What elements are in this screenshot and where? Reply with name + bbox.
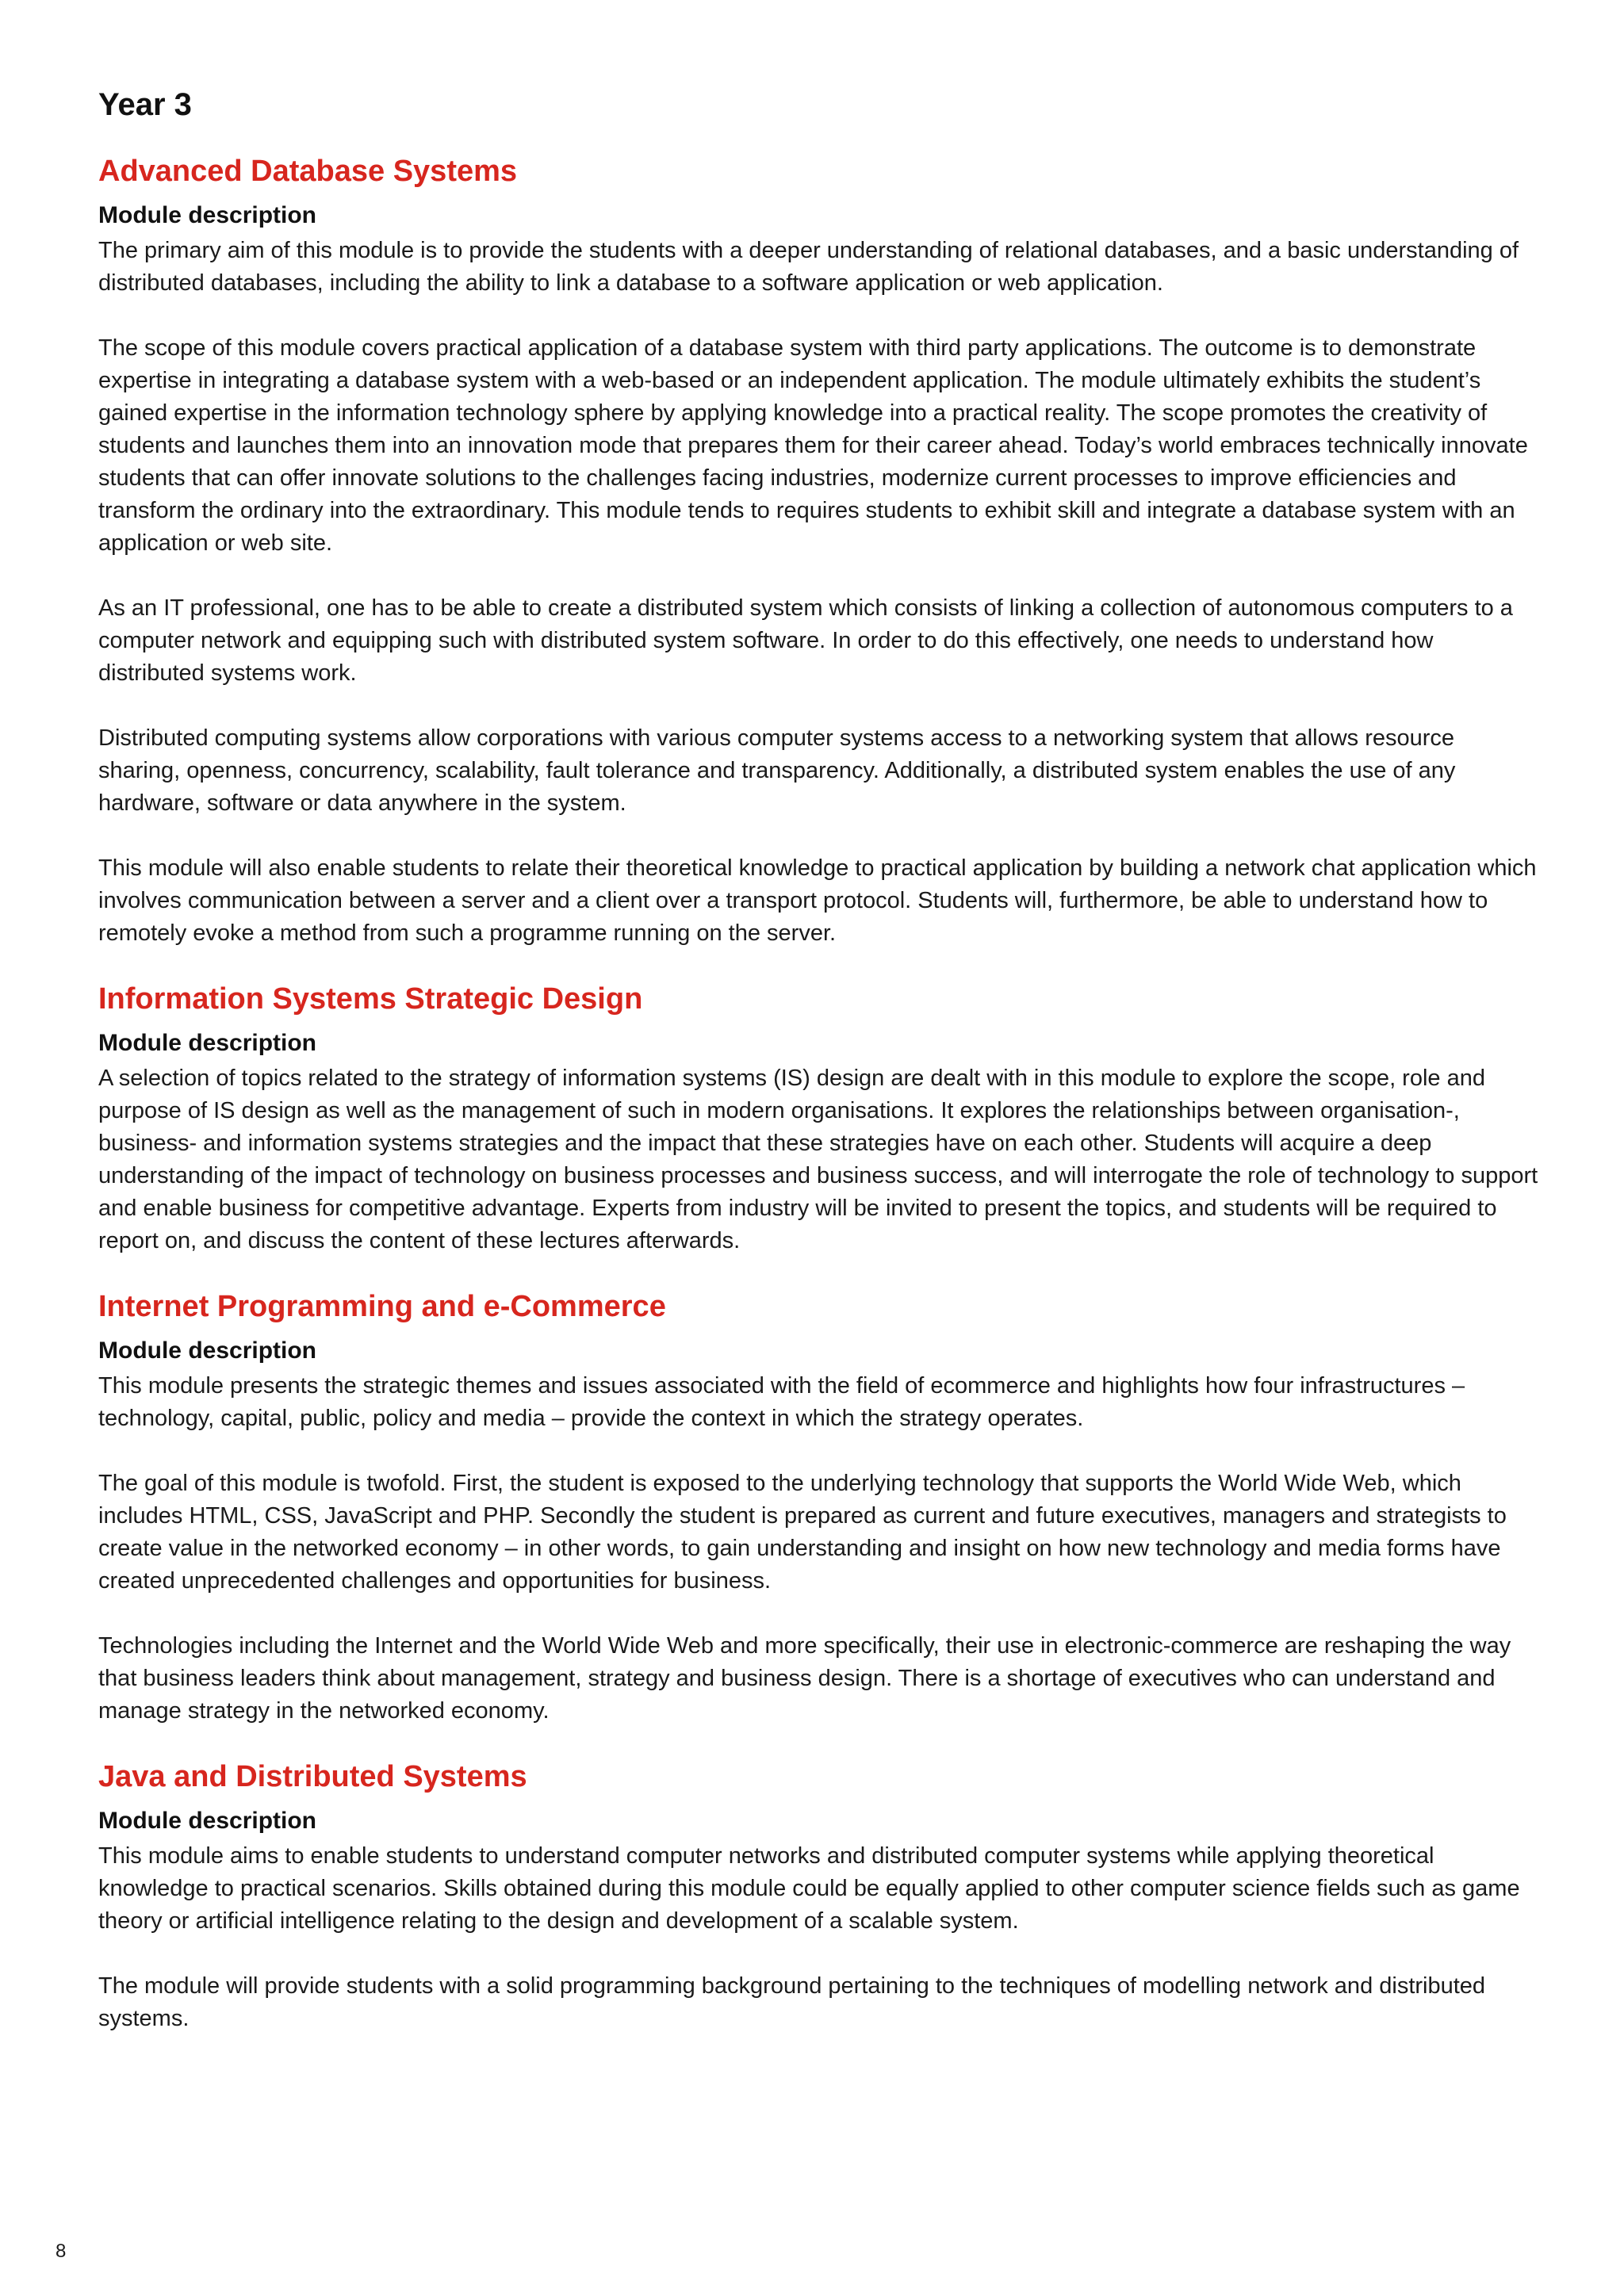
module-title: Information Systems Strategic Design xyxy=(98,982,643,1016)
module-title: Java and Distributed Systems xyxy=(98,1760,527,1794)
module-paragraph: This module will also enable students to relate their theoretical knowledge to practical application by building a network chat application which involves communication between a server and a client over a transport protocol. Students will, furthermore, be able to understand how to remotely evoke a method from such a programme running on the server. xyxy=(98,855,1537,947)
module-paragraph: The goal of this module is twofold. First, the student is exposed to the underlying technology that supports the World Wide Web, which includes HTML, CSS, JavaScript and PHP. Secondly the student is prepared as current and future executives, managers and strategists to create value in the networked economy – in other words, to gain understanding and insight on how new technology and media forms have created unprecedented challenges and opportunities for business. xyxy=(98,1471,1507,1594)
module-paragraph: A selection of topics related to the strategy of information systems (IS) design are dealt with in this module to explore the scope, role and purpose of IS design as well as the management of such in modern organisations. It explores the relationships between organisation-, business- and information systems strategies and the impact that these strategies have on each other. Students will acquire a deep understanding of the impact of technology on business processes and business success, and will interrogate the role of technology to support and enable business for competitive advantage. Experts from industry will be invited to present the topics, and students will be required to report on, and discuss the content of these lectures afterwards. xyxy=(98,1066,1538,1254)
module-paragraph: The primary aim of this module is to provide the students with a deeper understanding of relational databases, and a basic understanding of distributed databases, including the ability to link a database to a software application or web application. xyxy=(98,238,1519,297)
module-information-systems-strategic-design xyxy=(98,982,1542,1257)
page-number: 8 xyxy=(56,2241,67,2262)
module-paragraph: Distributed computing systems allow corporations with various computer systems access to a networking system that allows resource sharing, openness, concurrency, scalability, fault tolerance and transparency. Additionally, a distributed system enables the use of any hardware, software or data anywhere in the system. xyxy=(98,725,1456,817)
module-paragraph: Technologies including the Internet and the World Wide Web and more specifically, their use in electronic-commerce are reshaping the way that business leaders think about management, strategy and business design. There is a shortage of executives who can understand and manage strategy in the networked economy. xyxy=(98,1633,1511,1724)
module-paragraph: As an IT professional, one has to be able to create a distributed system which consists of linking a collection of autonomous computers to a computer network and equipping such with distributed system software. In order to do this effectively, one needs to understand how distributed systems work. xyxy=(98,595,1513,687)
module-paragraph: The scope of this module covers practical application of a database system with third party applications. The outcome is to demonstrate expertise in integrating a database system with a web-based or an independent application. The module ultimately exhibits the student’s gained expertise in the information technology sphere by applying knowledge into a practical reality. The scope promotes the creativity of students and launches them into an innovation mode that prepares them for their career ahead. Today’s world embraces technically innovate students that can offer innovate solutions to the challenges facing industries, modernize current processes to improve efficiencies and transform the ordinary into the extraordinary. This module tends to requires students to exhibit skill and integrate a database system with an application or web site. xyxy=(98,335,1528,557)
module-paragraph: This module aims to enable students to understand computer networks and distributed computer systems while applying theoretical knowledge to practical scenarios. Skills obtained during this module could be equally applied to other computer science fields such as game theory or artificial intelligence relating to the design and development of a scalable system. xyxy=(98,1843,1520,1934)
module-internet-programming-and-e-commerce xyxy=(98,1289,1542,1728)
module-description-label: Module description xyxy=(98,201,317,228)
module-advanced-database-systems xyxy=(98,154,1542,950)
module-description-label: Module description xyxy=(98,1807,317,1834)
module-description-label: Module description xyxy=(98,1337,317,1364)
module-title: Advanced Database Systems xyxy=(98,155,518,188)
module-paragraph: The module will provide students with a solid programming background pertaining to the techniques of modelling network and distributed systems. xyxy=(98,1973,1486,2032)
module-title: Internet Programming and e-Commerce xyxy=(98,1290,666,1324)
page-content xyxy=(98,86,1542,2067)
module-paragraph: This module presents the strategic themes and issues associated with the field of ecommerce and highlights how four infrastructures – technology, capital, public, policy and media – provide the context in which the strategy operates. xyxy=(98,1373,1465,1432)
module-description-label: Module description xyxy=(98,1029,317,1056)
module-java-and-distributed-systems xyxy=(98,1759,1542,2035)
year-title: Year 3 xyxy=(98,87,192,122)
